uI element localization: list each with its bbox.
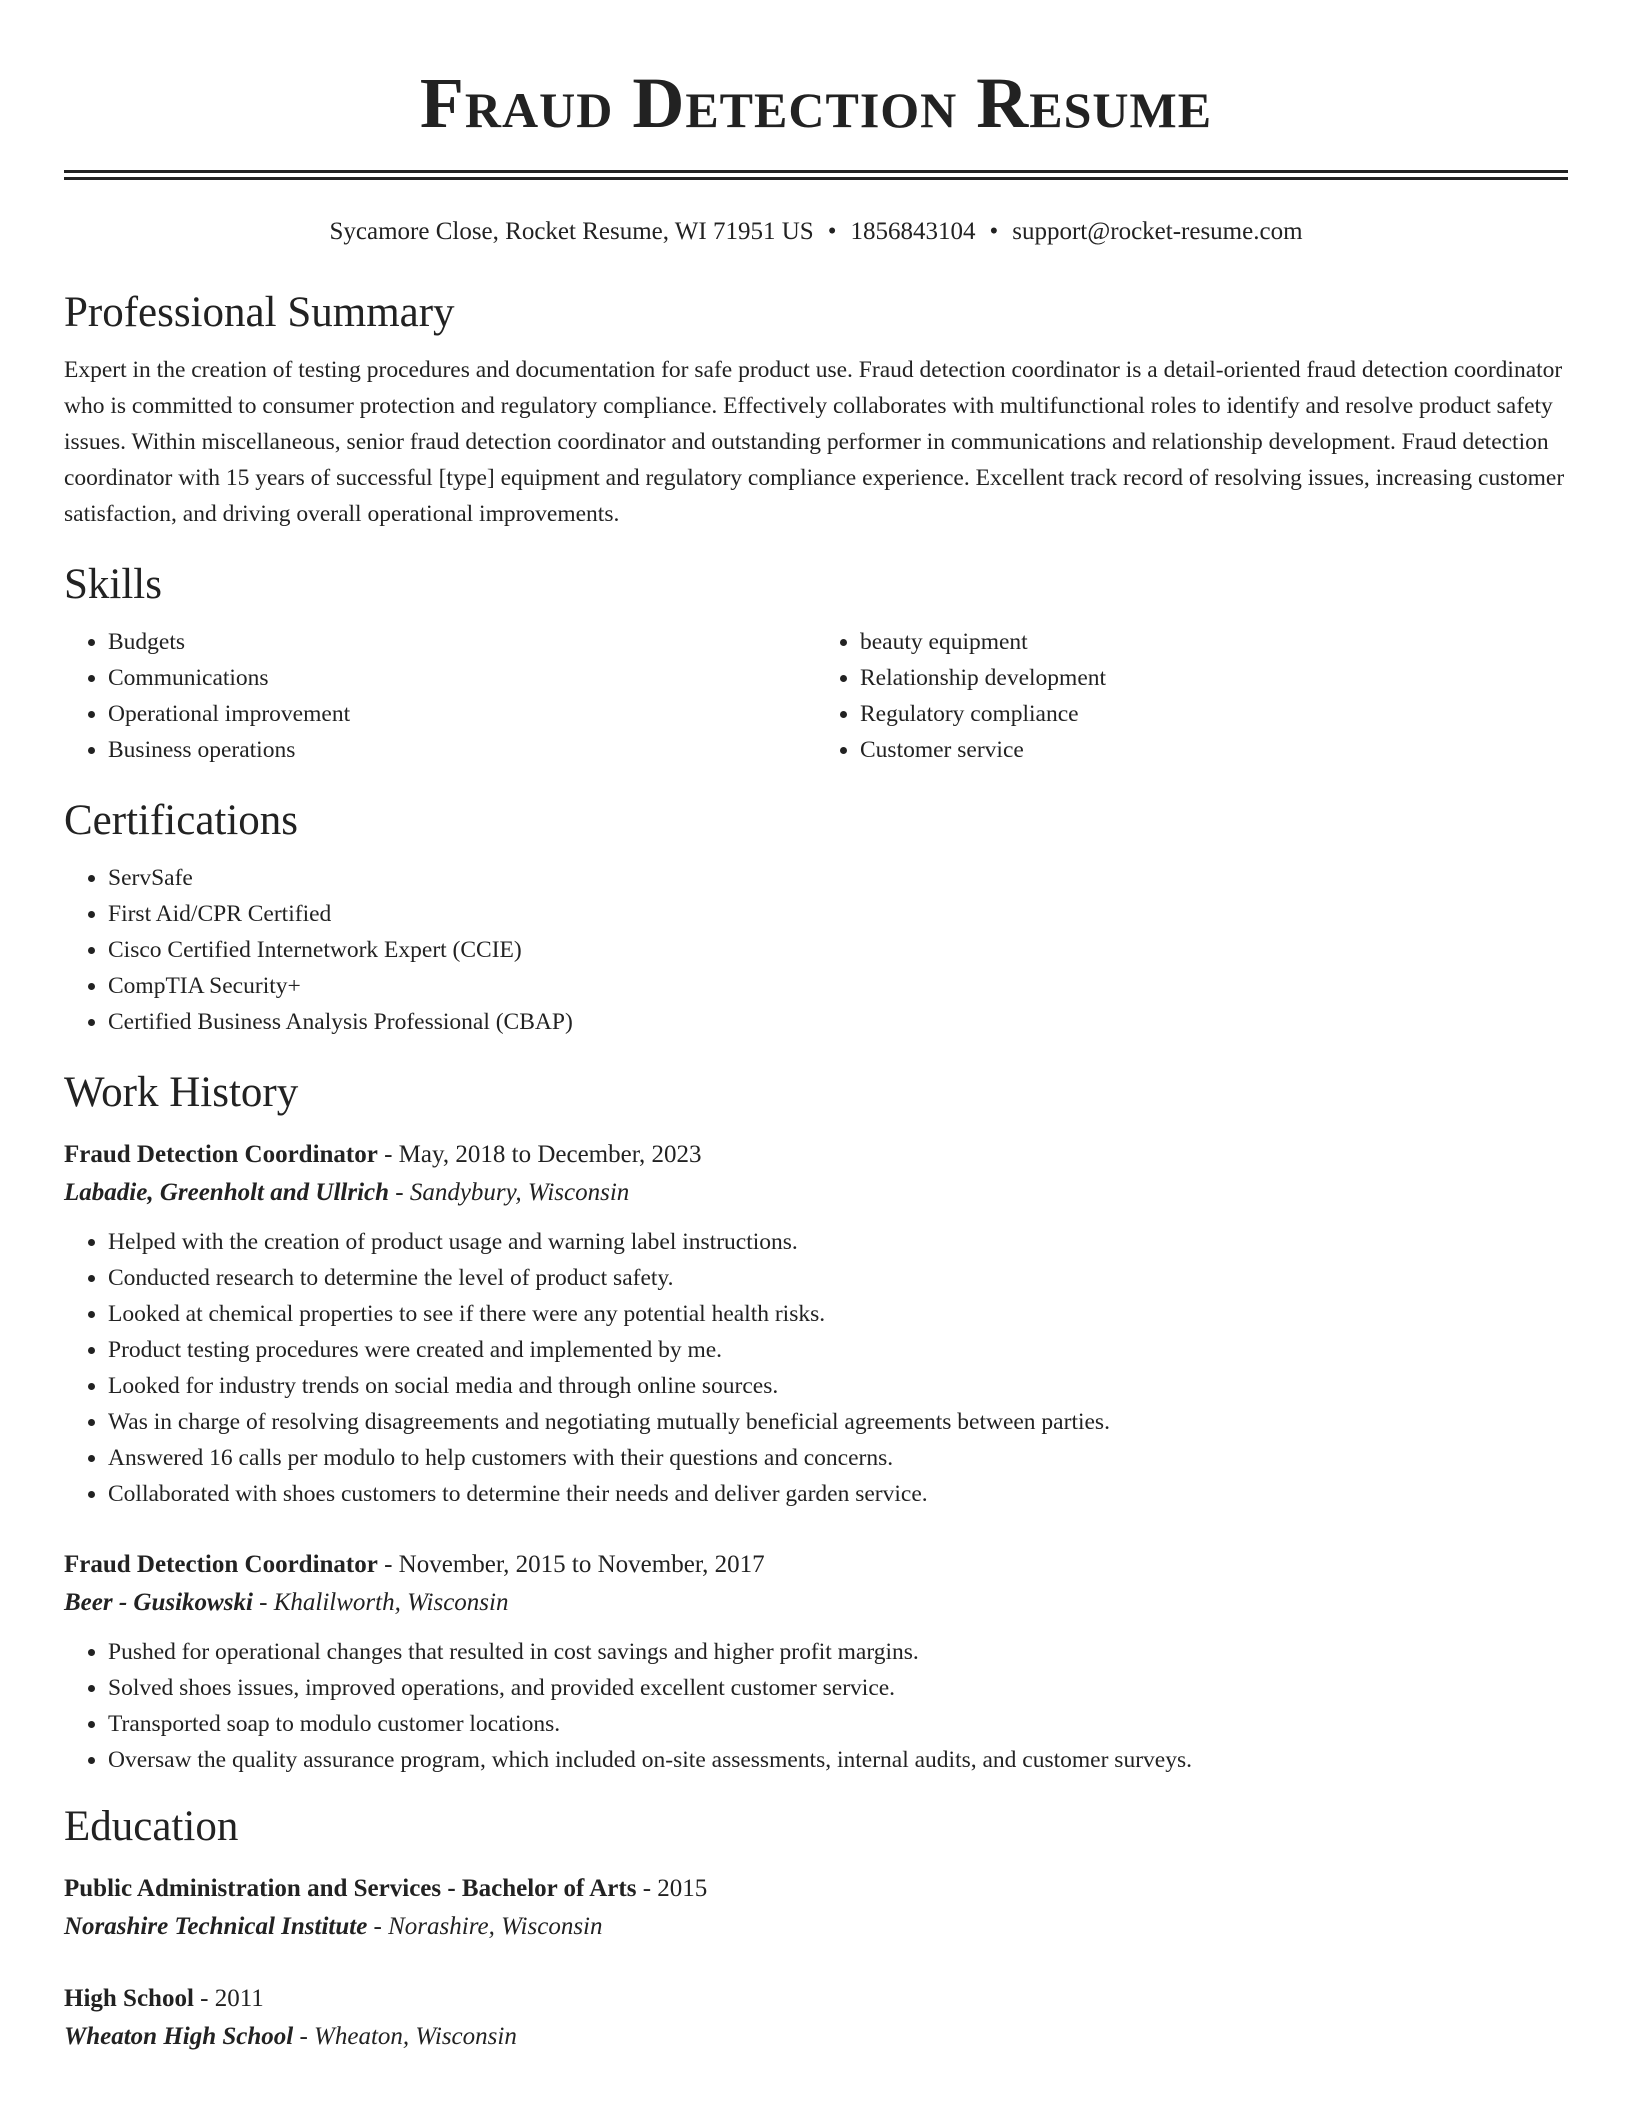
education-school: Norashire Technical Institute xyxy=(64,1913,368,1940)
job-bullet: • Product testing procedures were created and implemented by me. xyxy=(108,1332,1568,1368)
skill-item: • Communications xyxy=(108,660,816,696)
education-location: - Wheaton, Wisconsin xyxy=(293,2023,517,2050)
certification-item: • First Aid/CPR Certified xyxy=(108,896,1568,932)
education-degree-line xyxy=(64,1870,1568,1908)
education-degree: Public Administration and Services - Bachelor of Arts xyxy=(64,1875,637,1902)
certifications-heading: Certifications xyxy=(64,797,299,844)
job-bullet: • Solved shoes issues, improved operations, and provided excellent customer service. xyxy=(108,1670,1568,1706)
education-degree-line xyxy=(64,1980,1568,2018)
education-entry xyxy=(64,1980,1568,2056)
contact-separator: • xyxy=(989,218,999,245)
summary-heading: Professional Summary xyxy=(64,289,455,336)
skills-heading: Skills xyxy=(64,561,162,608)
resume-title: Fraud Detection Resume xyxy=(419,63,1213,143)
job-bullet: • Was in charge of resolving disagreements and negotiating mutually beneficial agreements between parties. xyxy=(108,1404,1568,1440)
certification-item: • Certified Business Analysis Professional (CBAP) xyxy=(108,1004,1568,1040)
job-title-line xyxy=(64,1546,1568,1584)
skill-item: • Relationship development xyxy=(860,660,1568,696)
skill-item: • Customer service xyxy=(860,732,1568,768)
education-school: Wheaton High School xyxy=(64,2023,294,2050)
job-title: Fraud Detection Coordinator xyxy=(64,1141,378,1168)
job-bullet: • Looked at chemical properties to see if there were any potential health risks. xyxy=(108,1296,1568,1332)
contact-address: Sycamore Close, Rocket Resume, WI 71951 US xyxy=(329,218,814,245)
job-bullet: • Helped with the creation of product usage and warning label instructions. xyxy=(108,1224,1568,1260)
contact-email: support@rocket-resume.com xyxy=(1012,218,1303,245)
contact-separator: • xyxy=(827,218,837,245)
job-location: - Khalilworth, Wisconsin xyxy=(252,1589,509,1616)
skill-item: • Budgets xyxy=(108,624,816,660)
job-bullet: • Answered 16 calls per modulo to help customers with their questions and concerns. xyxy=(108,1440,1568,1476)
job-title-line xyxy=(64,1136,1568,1174)
job-company: Beer - Gusikowski xyxy=(64,1589,253,1616)
job-bullet: • Oversaw the quality assurance program, which included on-site assessments, internal audits, and customer surveys. xyxy=(108,1742,1568,1778)
skills-list xyxy=(64,624,1568,768)
education-school-line xyxy=(64,2018,1568,2056)
title-divider xyxy=(64,170,1568,180)
job-bullet: • Conducted research to determine the level of product safety. xyxy=(108,1260,1568,1296)
certifications-list xyxy=(64,860,1568,1040)
job-entry xyxy=(64,1136,1568,1512)
education-location: - Norashire, Wisconsin xyxy=(367,1913,603,1940)
education-year: - 2011 xyxy=(193,1985,264,2012)
education-heading: Education xyxy=(64,1803,239,1850)
work-history-heading: Work History xyxy=(64,1069,299,1116)
summary-text: Expert in the creation of testing procedures and documentation for safe product use. Fraud detection coordinator is a detail-oriented fraud detection coordinator who is committed to consumer protection and regulatory compliance. Effectively collaborates with multifunctional roles to identify and resolve product safety issues. Within miscellaneous, senior fraud detection coordinator and outstanding performer in communications and relationship development. Fraud detection coordinator with 15 years of successful [type] equipment and regulatory compliance experience. Excellent track record of resolving issues, increasing customer satisfaction, and driving overall operational improvements. xyxy=(64,357,1565,527)
education-entry xyxy=(64,1870,1568,1946)
education-year: - 2015 xyxy=(636,1875,708,1902)
job-entry xyxy=(64,1546,1568,1778)
job-dates: - November, 2015 to November, 2017 xyxy=(377,1551,765,1578)
certification-item: • ServSafe xyxy=(108,860,1568,896)
job-bullets xyxy=(64,1224,1568,1512)
skill-item: • Operational improvement xyxy=(108,696,816,732)
job-bullet: • Collaborated with shoes customers to determine their needs and deliver garden service. xyxy=(108,1476,1568,1512)
certification-item: • CompTIA Security+ xyxy=(108,968,1568,1004)
skill-item: • beauty equipment xyxy=(860,624,1568,660)
contact-phone: 1856843104 xyxy=(850,218,976,245)
job-bullet: • Transported soap to modulo customer locations. xyxy=(108,1706,1568,1742)
skill-item: • Regulatory compliance xyxy=(860,696,1568,732)
skill-item: • Business operations xyxy=(108,732,816,768)
job-location: - Sandybury, Wisconsin xyxy=(389,1179,630,1206)
skills-column-right xyxy=(816,624,1568,768)
education-school-line xyxy=(64,1908,1568,1946)
job-company-line xyxy=(64,1174,1568,1212)
education-degree: High School xyxy=(64,1985,194,2012)
job-dates: - May, 2018 to December, 2023 xyxy=(377,1141,702,1168)
certification-item: • Cisco Certified Internetwork Expert (CCIE) xyxy=(108,932,1568,968)
job-company-line xyxy=(64,1584,1568,1622)
skills-column-left xyxy=(64,624,816,768)
job-bullets xyxy=(64,1634,1568,1778)
job-bullet: • Looked for industry trends on social media and through online sources. xyxy=(108,1368,1568,1404)
job-company: Labadie, Greenholt and Ullrich xyxy=(64,1179,390,1206)
contact-line xyxy=(64,216,1568,248)
job-title: Fraud Detection Coordinator xyxy=(64,1551,378,1578)
job-bullet: • Pushed for operational changes that resulted in cost savings and higher profit margins. xyxy=(108,1634,1568,1670)
